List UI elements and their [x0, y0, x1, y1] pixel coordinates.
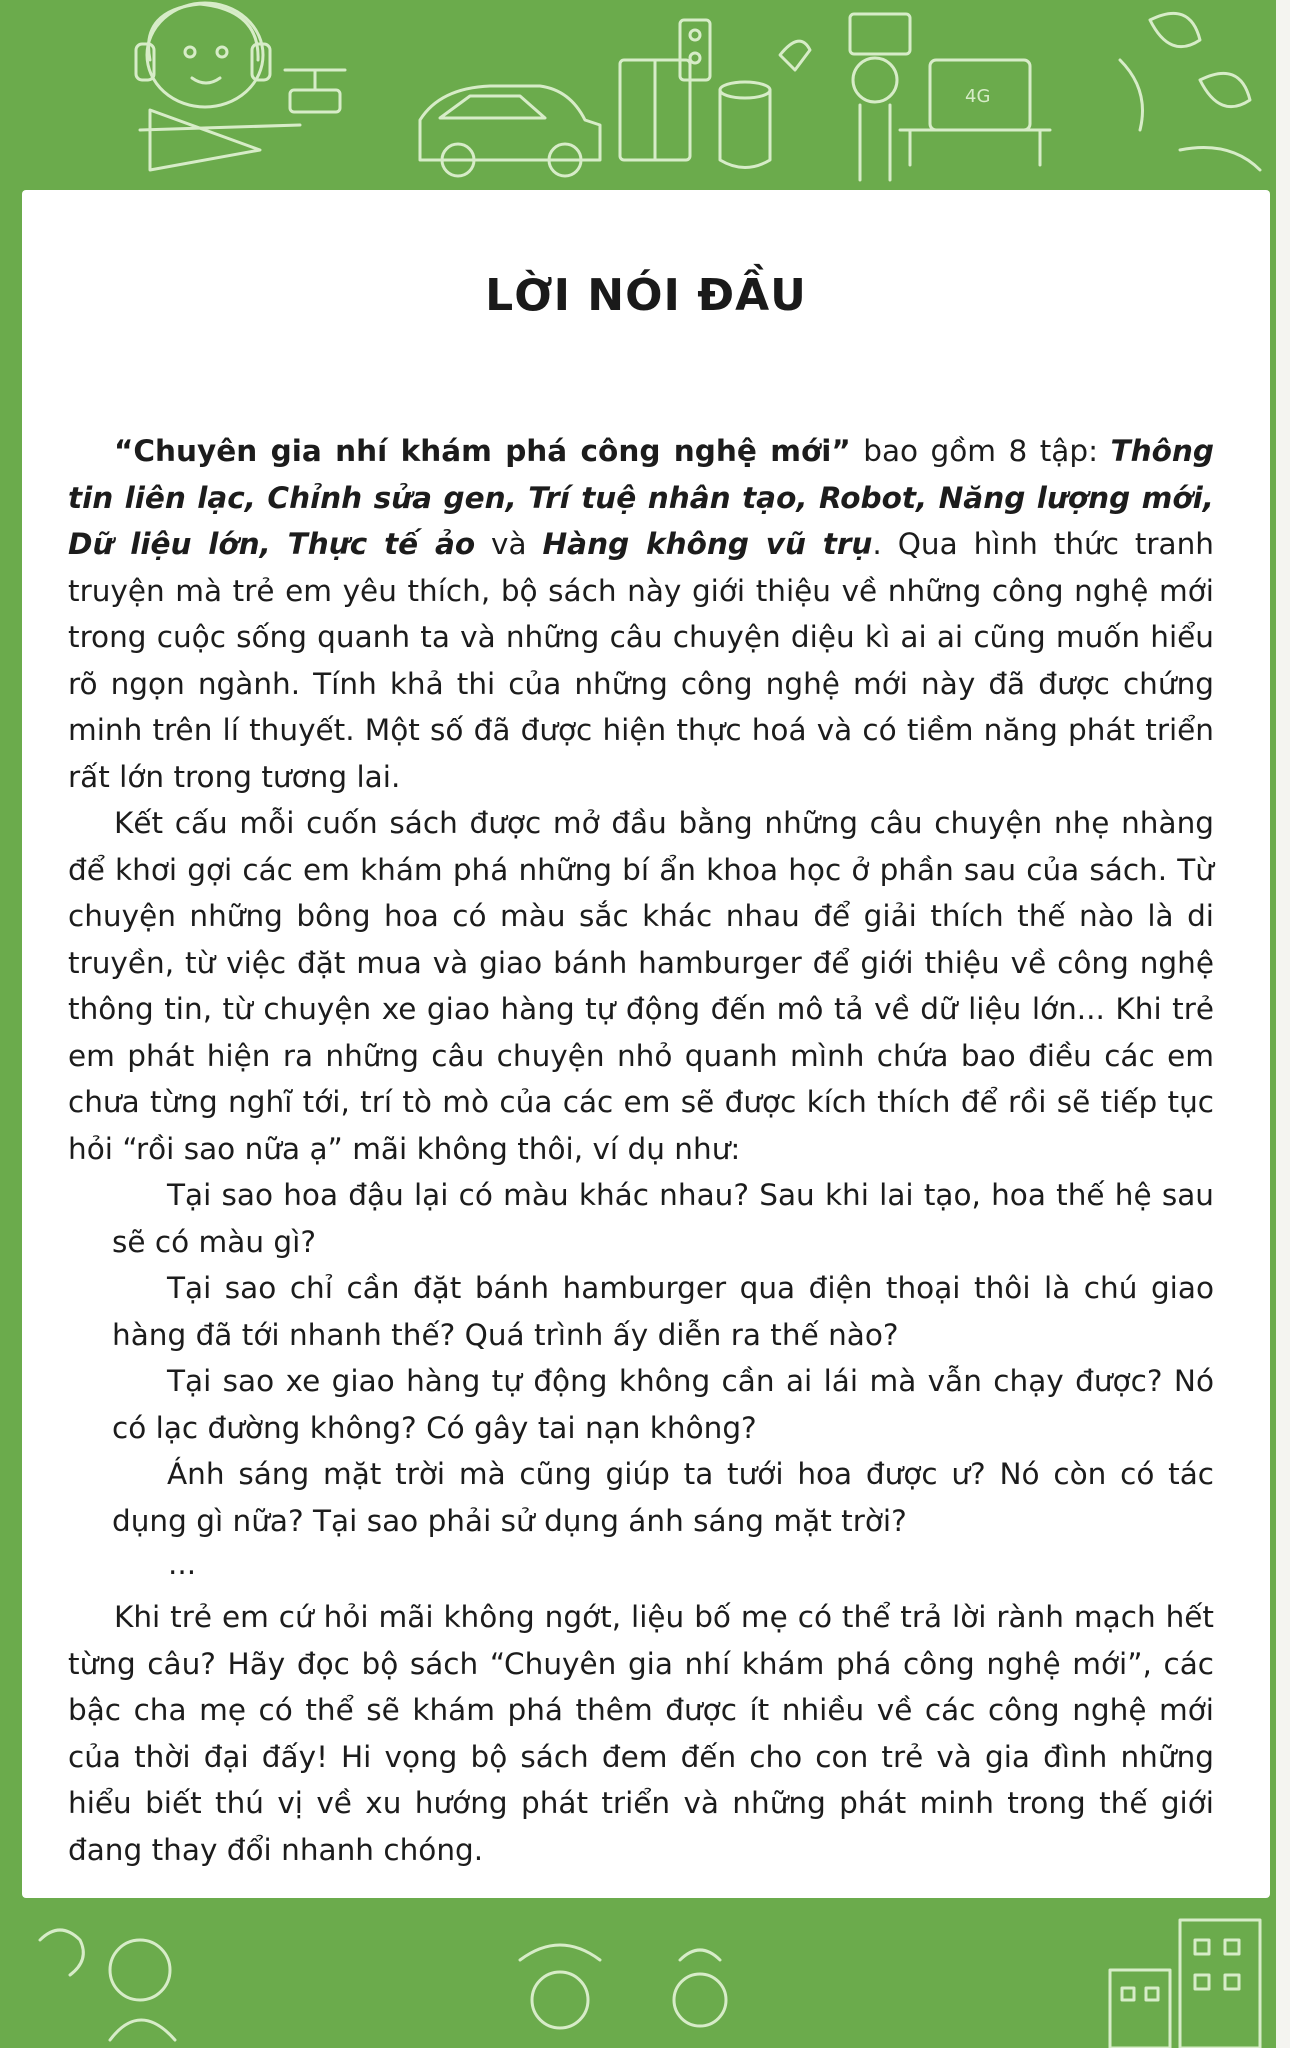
- tv-4g-label: 4G: [965, 86, 991, 107]
- top-illustration-band: [0, 0, 1276, 200]
- ellipsis: ...: [168, 1547, 197, 1581]
- volume-title: Thông tin liên lạc: [68, 434, 1214, 515]
- separator: ,: [244, 480, 268, 515]
- bottom-illustration-band: [0, 1900, 1276, 2048]
- content-panel: [22, 190, 1270, 1898]
- foreword-body: [68, 428, 1214, 1873]
- separator: ,: [796, 480, 819, 515]
- question-item: Tại sao chỉ cần đặt bánh hamburger qua điện thoại thôi là chú giao hàng đã tới nhanh thế? Quá trình ấy diễn ra thế nào?: [112, 1271, 1214, 1352]
- intro-rest: . Qua hình thức tranh truyện mà trẻ em yêu thích, bộ sách này giới thiệu về những công nghệ mới trong cuộc sống quanh ta và những câu chuyện diệu kì ai ai cũng muốn hiểu rõ ngọn ngành. Tính khả thi của những công nghệ mới này đã được chứng minh trên lí thuyết. Một số đã được hiện thực hoá và có tiềm năng phát triển rất lớn trong tương lai.: [68, 527, 1214, 794]
- car-illustration: [420, 86, 600, 176]
- volume-title: Dữ liệu lớn: [68, 527, 260, 561]
- separator: ,: [505, 480, 529, 515]
- question-item: Tại sao xe giao hàng tự động không cần ai lái mà vẫn chạy được? Nó có lạc đường không? Có gây tai nạn không?: [112, 1364, 1214, 1445]
- volume-title: Thực tế ảo: [287, 527, 476, 561]
- page-edge: [1276, 0, 1290, 2048]
- separator: ,: [1202, 480, 1214, 515]
- volume-title: Chỉnh sửa gen: [267, 480, 506, 515]
- volume-title: Trí tuệ nhân tạo: [528, 480, 797, 515]
- intro-text: bao gồm 8 tập:: [850, 434, 1111, 468]
- boy-and-tv-illustration: [850, 14, 1050, 180]
- buildings-illustration: [1110, 1920, 1260, 2048]
- drone-illustration: [285, 70, 345, 112]
- paragraph-intro: [68, 428, 1214, 800]
- volume-title: Năng lượng mới: [938, 480, 1203, 515]
- conjunction: và: [475, 527, 543, 561]
- separator: ,: [259, 527, 288, 561]
- question-item: Tại sao hoa đậu lại có màu khác nhau? Sau khi lai tạo, hoa thế hệ sau sẽ có màu gì?: [112, 1178, 1214, 1259]
- page-title: LỜI NÓI ĐẦU: [485, 270, 807, 321]
- paragraph-structure: Kết cấu mỗi cuốn sách được mở đầu bằng những câu chuyện nhẹ nhàng để khơi gợi các em khám phá những bí ẩn khoa học ở phần sau của sách. Từ chuyện những bông hoa có màu sắc khác nhau để giải thích thế nào là di truyền, từ việc đặt mua và giao bánh hamburger để giới thiệu về công nghệ thông tin, từ chuyện xe giao hàng tự động đến mô tả về dữ liệu lớn... Khi trẻ em phát hiện ra những câu chuyện nhỏ quanh mình chứa bao điều các em chưa từng nghĩ tới, trí tò mò của các em sẽ được kích thích để rồi sẽ tiếp tục hỏi “rồi sao nữa ạ” mãi không thôi, ví dụ như:: [68, 806, 1214, 1166]
- paragraph-closing: Khi trẻ em cứ hỏi mãi không ngớt, liệu bố mẹ có thể trả lời rành mạch hết từng câu? Hãy đọc bộ sách “Chuyên gia nhí khám phá công nghệ mới”, các bậc cha mẹ có thể sẽ khám phá thêm được ít nhiều về các công nghệ mới của thời đại đấy! Hi vọng bộ sách đem đến cho con trẻ và gia đình những hiểu biết thú vị về xu hướng phát triển và những phát minh trong thế giới đang thay đổi nhanh chóng.: [68, 1600, 1214, 1867]
- question-item: Ánh sáng mặt trời mà cũng giúp ta tưới hoa được ư? Nó còn có tác dụng gì nữa? Tại sao phải sử dụng ánh sáng mặt trời?: [112, 1457, 1214, 1538]
- volume-title: Hàng không vũ trụ: [542, 527, 873, 561]
- plant-swirl-illustration: [1120, 13, 1260, 170]
- volume-title: Robot: [818, 480, 916, 515]
- series-name: “Chuyên gia nhí khám phá công nghệ mới”: [114, 434, 851, 468]
- children-doodle-illustration: [40, 1930, 726, 2040]
- appliances-illustration: [620, 20, 810, 168]
- child-with-headphones-illustration: [136, 3, 300, 170]
- separator: ,: [915, 480, 939, 515]
